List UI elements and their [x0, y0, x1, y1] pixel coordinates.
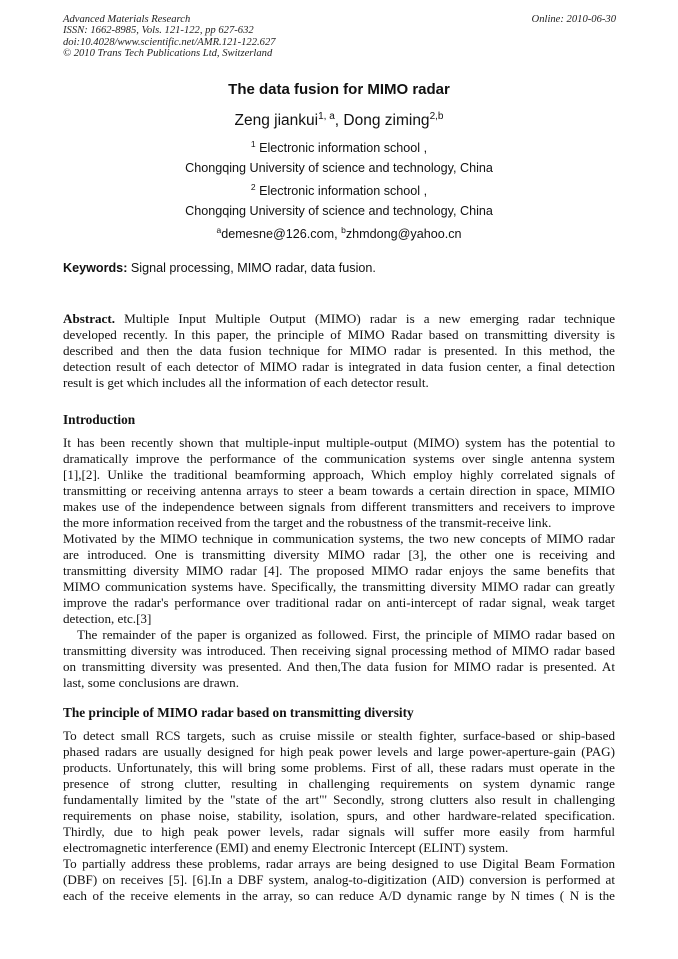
principle-line: requirements on phase noise, stability, isolation, spurs, and other hardware-related specification.: [63, 808, 615, 823]
principle-line: presence of strong clutter, resulting in challenging requirements on system dynamic range: [63, 776, 615, 791]
introduction-line: It has been recently shown that multiple-input multiple-output (MIMO) system has the potential to: [63, 435, 615, 450]
introduction-line: on transmitting diversity was presented. And then,The data fusion for MIMO radar is presented. At: [63, 659, 615, 674]
author-1-name: Zeng jiankui: [234, 112, 319, 130]
journal-doi: doi:10.4028/www.scientific.net/AMR.121-122.627: [63, 36, 276, 48]
principle-line: products. Unfortunately, this will bring some problems. First of all, these radars must operate in the: [63, 760, 615, 775]
journal-name: Advanced Materials Research: [63, 14, 191, 25]
introduction-line: detection, etc.[3]: [63, 611, 152, 626]
principle-line: To partially address these problems, radar arrays are being designed to use Digital Beam Formation: [63, 856, 615, 871]
affiliation-1-mark: 1: [250, 139, 256, 149]
section-heading-introduction: Introduction: [63, 412, 136, 427]
keywords-label: Keywords:: [63, 261, 128, 275]
abstract-line-text: Multiple Input Multiple Output (MIMO) radar is a new emerging radar technique: [115, 311, 615, 326]
introduction-line: dramatically improve the performance of the communication systems over single antenna system: [63, 451, 615, 466]
introduction-line: MIMO communication systems have. Specifically, the transmitting diversity MIMO radar can greatly: [63, 579, 615, 594]
principle-line: To detect small RCS targets, such as cruise missile or stealth fighter, surface-based or ship-based: [63, 728, 615, 743]
introduction-line: [1],[2]. Unlike the traditional beamforming approach, Which employ highly correlated signals of: [63, 467, 615, 482]
email-a-mark: a: [216, 225, 222, 235]
online-date: Online: 2010-06-30: [531, 14, 616, 25]
journal-copyright: © 2010 Trans Tech Publications Ltd, Switzerland: [63, 48, 273, 60]
introduction-body: [63, 435, 615, 691]
introduction-line: makes use of the independence between signals from different transmitters and receivers to improve: [63, 499, 615, 514]
author-2-affiliation-mark: 2,b: [429, 111, 444, 122]
introduction-line: Motivated by the MIMO technique in communication systems, the two new concepts of MIMO radar: [63, 531, 615, 546]
introduction-line: are introduced. One is transmitting diversity MIMO radar [3], the other one is receiving and: [63, 547, 615, 562]
introduction-line: transmitting diversity MIMO radar [4]. The proposed MIMO radar enjoys the same benefits that: [63, 563, 615, 578]
paper-title: The data fusion for MIMO radar: [228, 81, 450, 98]
principle-line: phased radars are usually designed for high peak power levels and large power-aperture-gain (PAG): [63, 744, 615, 759]
affiliation-2-mark: 2: [250, 182, 256, 192]
abstract-line: [63, 311, 615, 327]
abstract-line: developed recently. In this paper, the principle of MIMO Radar based on transmitting diversity is: [63, 327, 615, 342]
affiliation-2-line-2: Chongqing University of science and technology, China: [185, 204, 493, 218]
introduction-line: the more information received from the target and the robustness of the transmit-receive link.: [63, 515, 552, 530]
affiliation-2-line-1: [0, 182, 678, 198]
abstract-line: detection result of each detector of MIMO radar is integrated in data fusion center, a final detection: [63, 359, 615, 374]
author-line: [0, 111, 678, 130]
introduction-line: last, some conclusions are drawn.: [63, 675, 239, 690]
section-heading-principle: The principle of MIMO radar based on transmitting diversity: [63, 705, 414, 720]
keywords: [63, 261, 376, 275]
abstract: [63, 311, 615, 391]
abstract-label: Abstract.: [63, 311, 115, 326]
introduction-line: The remainder of the paper is organized as followed. First, the principle of MIMO radar based on: [77, 627, 615, 642]
introduction-line: transmitting diversity was introduced. Then receiving signal processing method of MIMO radar based: [63, 643, 615, 658]
introduction-line: transmitting or receiving antenna arrays to steer a beam towards a certain direction in space, MIMIO: [63, 483, 615, 498]
journal-header: [63, 14, 616, 60]
email-line: [0, 225, 678, 241]
author-2-name: Dong ziming: [343, 112, 430, 130]
keywords-text: Signal processing, MIMO radar, data fusion.: [127, 261, 376, 275]
principle-line: electromagnetic interference (EMI) and enemy Electronic Intercept (ELINT) system.: [63, 840, 509, 855]
principle-line: Thirdly, due to high peak power levels, radar signals will suffer more easily from harmful: [63, 824, 615, 839]
email-b: zhmdong@yahoo.cn: [345, 227, 462, 242]
affiliation-2-school: Electronic information school ,: [255, 184, 428, 199]
email-b-mark: b: [341, 225, 346, 235]
principle-line: (DBF) on receives [5]. [6].In a DBF system, analog-to-digitization (AID) conversion is performed at: [63, 872, 615, 887]
affiliation-1-line-2: Chongqing University of science and technology, China: [185, 161, 493, 175]
author-1-affiliation-mark: 1, a: [318, 111, 335, 122]
affiliation-1-line-1: [0, 139, 678, 155]
introduction-line: improve the radar's performance over traditional radar on anti-intercept of radar signal, weak target: [63, 595, 615, 610]
email-a: demesne@126.com,: [221, 227, 342, 242]
principle-line: each of the receive elements in the array, so can reduce A/D dynamic range by N times ( N is the: [63, 888, 615, 903]
principle-line: fundamentally limited by the "state of the art"' Secondly, strong clutters also result in challenging: [63, 792, 615, 807]
affiliation-1-school: Electronic information school ,: [255, 141, 428, 156]
abstract-line: described and then the data fusion technique for MIMO radar is presented. In this method, the: [63, 343, 615, 358]
abstract-line: result is get which includes all the information of each detector result.: [63, 375, 429, 390]
author-separator: ,: [334, 112, 344, 130]
principle-body: [63, 728, 615, 904]
journal-issn: ISSN: 1662-8985, Vols. 121-122, pp 627-632: [63, 25, 254, 37]
